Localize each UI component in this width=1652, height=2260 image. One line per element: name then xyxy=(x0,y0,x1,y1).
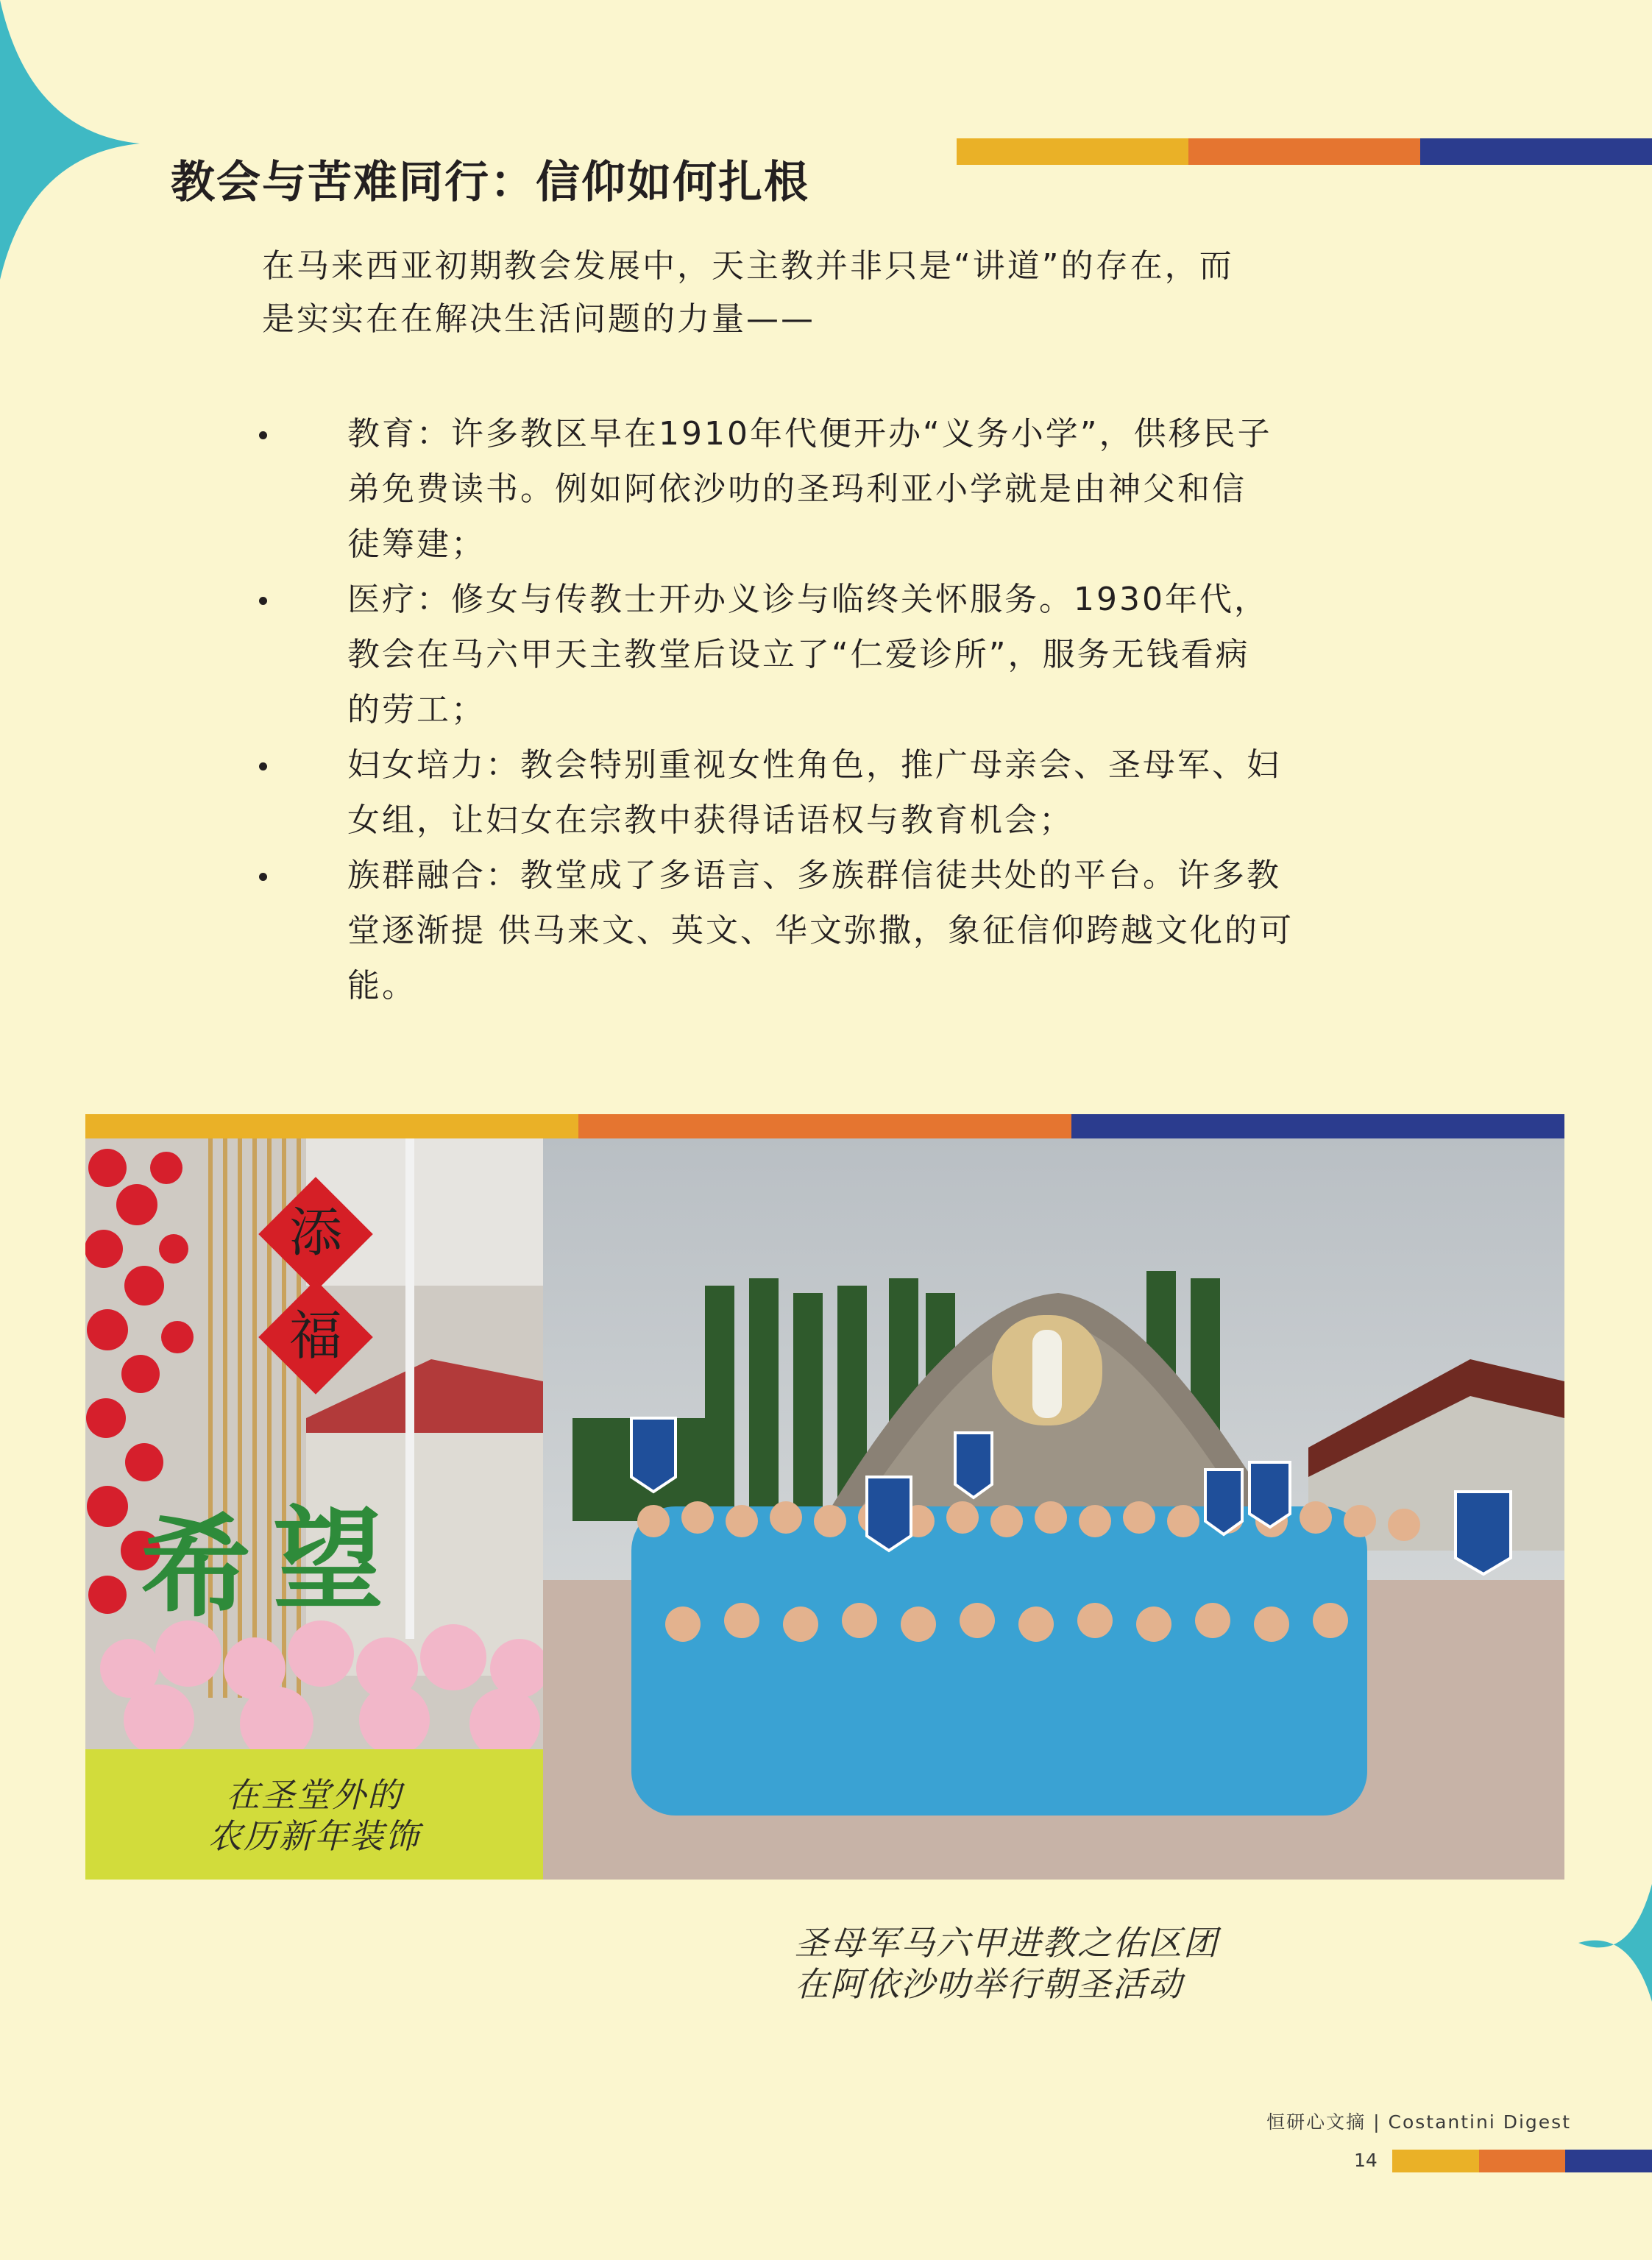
bullet-dot xyxy=(259,873,267,881)
left-caption-line: 农历新年装饰 xyxy=(208,1816,420,1856)
page-number: 14 xyxy=(1354,2150,1378,2171)
bullet-dot xyxy=(259,762,267,771)
bullet-medical: 医疗：修女与传教士开办义诊与临终关怀服务。1930年代， 教会在马六甲天主教堂后设立了“仁爱诊所”，服务无钱看病 的劳工； xyxy=(258,572,1405,737)
right-caption-line: 圣母军马六甲进教之佑区团 xyxy=(795,1923,1219,1963)
pilgrimage-group-photo xyxy=(543,1138,1564,1880)
bullet-list xyxy=(258,406,1405,1013)
sign-tian: 添 xyxy=(288,1202,343,1264)
article-title: 教会与苦难同行：信仰如何扎根 xyxy=(171,157,809,209)
new-year-decoration-photo xyxy=(85,1138,543,1749)
photo-accent-bar xyxy=(85,1114,1564,1138)
left-photo-caption-box xyxy=(85,1749,543,1880)
intro-paragraph xyxy=(262,240,1410,346)
publication-name: 恒研心文摘 | Costantini Digest xyxy=(1266,2111,1571,2133)
teal-corner-decoration xyxy=(0,0,140,280)
intro-line: 是实实在在解决生活问题的力量—— xyxy=(262,300,815,338)
bullet-dot xyxy=(259,431,267,439)
bullet-dot xyxy=(259,597,267,605)
right-caption-line: 在阿依沙叻举行朝圣活动 xyxy=(795,1964,1183,2004)
footer-accent-bar xyxy=(1392,2150,1652,2172)
bullet-women: 妇女培力：教会特别重视女性角色，推广母亲会、圣母军、妇 女组，让妇女在宗教中获得话语权与教育机会； xyxy=(258,737,1405,848)
left-caption-line: 在圣堂外的 xyxy=(226,1775,403,1815)
teal-corner-decoration-right xyxy=(1578,1884,1652,2002)
right-photo-caption xyxy=(795,1922,1383,2005)
title-accent-bar xyxy=(957,138,1652,165)
bullet-education: 教育：许多教区早在1910年代便开办“义务小学”，供移民子 弟免费读书。例如阿依沙叻的圣玛利亚小学就是由神父和信 徒筹建； xyxy=(258,406,1405,572)
bullet-ethnic: 族群融合：教堂成了多语言、多族群信徒共处的平台。许多教 堂逐渐提 供马来文、英文、华文弥撒，象征信仰跨越文化的可 能。 xyxy=(258,848,1405,1013)
sign-fu: 福 xyxy=(288,1305,343,1367)
sign-wang: 望 xyxy=(272,1497,384,1625)
intro-line: 在马来西亚初期教会发展中，天主教并非只是“讲道”的存在，而 xyxy=(262,247,1234,285)
sign-xi: 希 xyxy=(140,1504,252,1632)
